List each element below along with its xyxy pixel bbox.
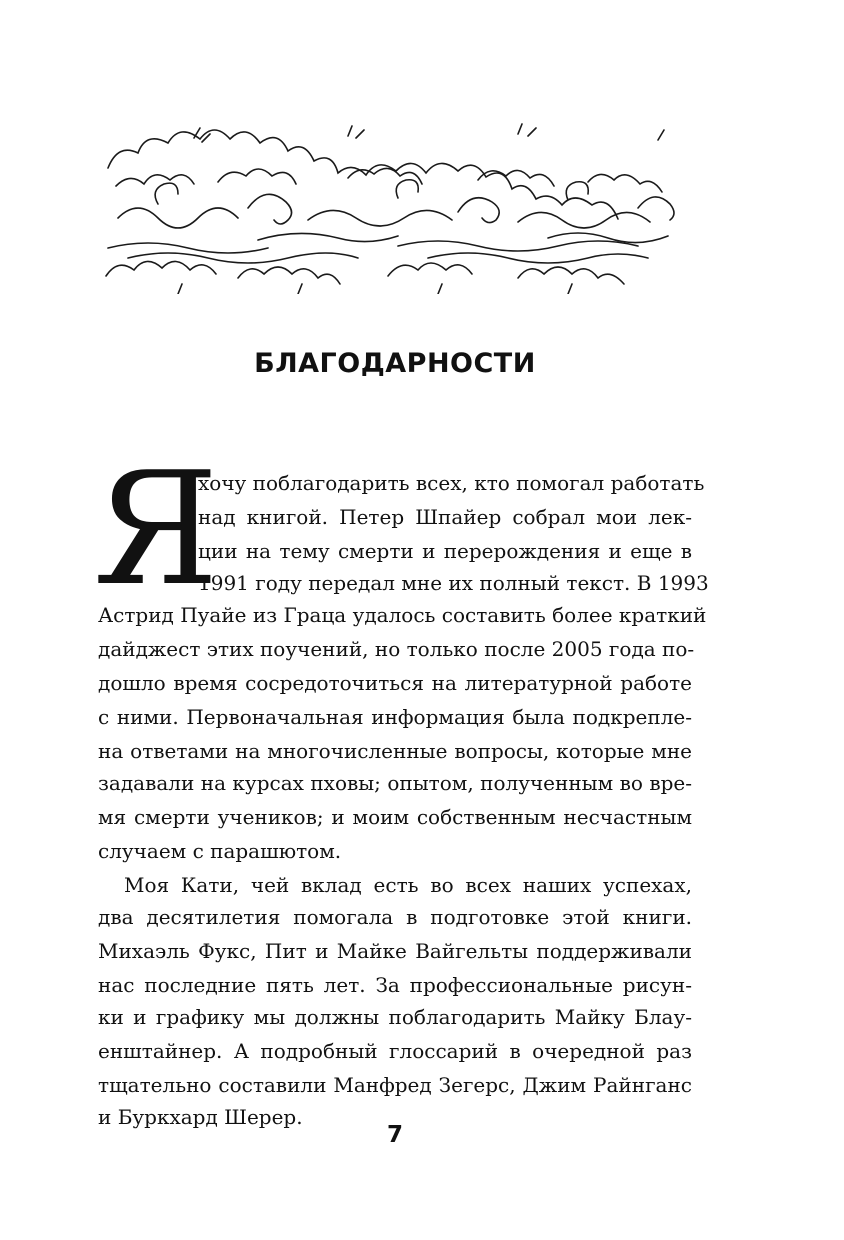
paragraph-line: Михаэль Фукс, Пит и Майке Вайгельты поддерживали [98, 939, 692, 963]
paragraph-line: задавали на курсах пховы; опытом, полученным во вре- [98, 771, 692, 795]
paragraph-line: дайджест этих поучений, но только после 2005 года по- [98, 637, 695, 661]
paragraph-line: два десятилетия помогала в подготовке этой книги. [98, 905, 692, 929]
page-number: 7 [386, 1122, 403, 1148]
paragraph-line: дошло время сосредоточиться на литературной работе [98, 671, 692, 695]
paragraph-line: тщательно составили Манфред Зегерс, Джим Райнганс [98, 1073, 692, 1097]
paragraph-line: мя смерти учеников; и моим собственным несчастным [98, 805, 692, 829]
cloud-ornament-icon [98, 108, 690, 294]
paragraph-line: ции на тему смерти и перерождения и еще в [198, 539, 692, 563]
drop-cap: Я [93, 438, 219, 620]
paragraph-line: над книгой. Петер Шпайер собрал мои лек- [198, 505, 692, 529]
paragraph-line: Моя Кати, чей вклад есть во всех наших успехах, [124, 873, 692, 897]
paragraph-line: Астрид Пуайе из Граца удалось составить более краткий [98, 603, 707, 627]
paragraph-line: 1991 году передал мне их полный текст. В 1993 [198, 571, 709, 595]
paragraph-line: енштайнер. А подробный глоссарий в очередной раз [98, 1039, 692, 1063]
paragraph-line: случаем с парашютом. [98, 839, 342, 863]
paragraph-line: ки и графику мы должны поблагодарить Майку Блау- [98, 1005, 692, 1029]
paragraph-line: нас последние пять лет. За профессиональные рисун- [98, 973, 692, 997]
paragraph-line: на ответами на многочисленные вопросы, которые мне [98, 739, 692, 763]
paragraph-line: и Буркхард Шерер. [98, 1105, 303, 1129]
paragraph-line: с ними. Первоначальная информация была подкрепле- [98, 705, 692, 729]
paragraph-line: хочу поблагодарить всех, кто помогал работать [198, 471, 705, 495]
page-title: БЛАГОДАРНОСТИ [254, 348, 536, 379]
